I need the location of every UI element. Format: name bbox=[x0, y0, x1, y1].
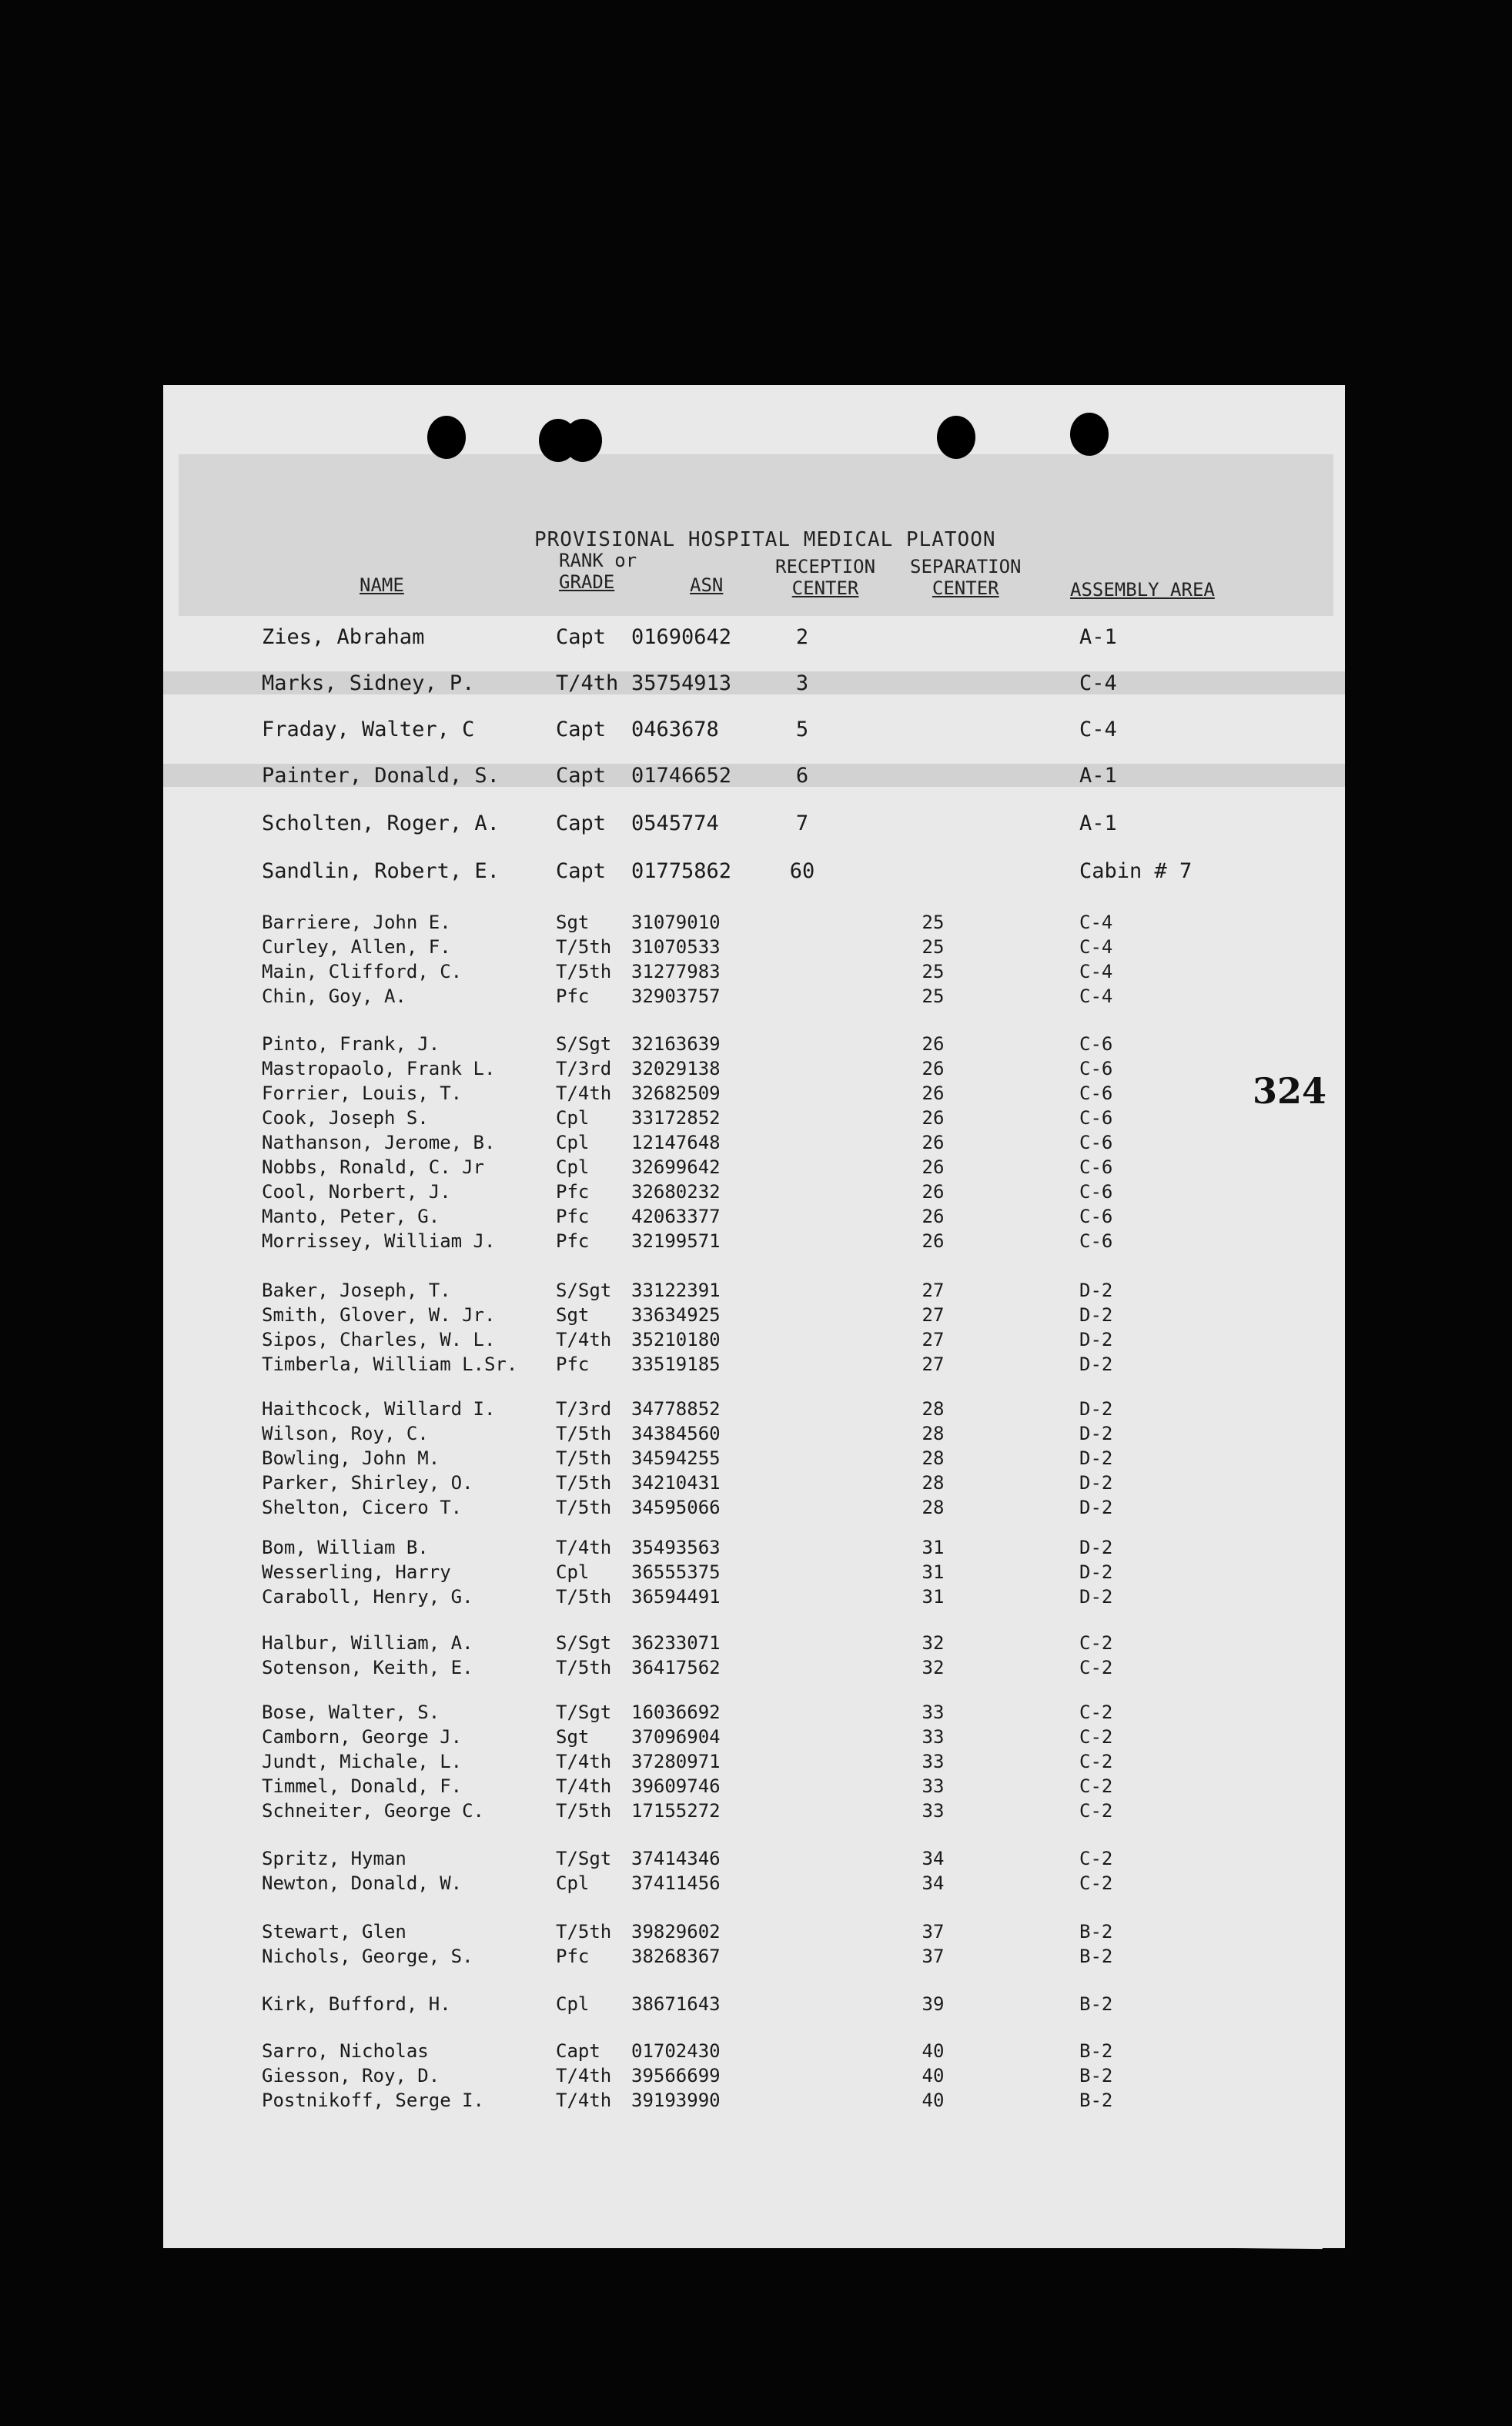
cell-separation-center: 40 bbox=[922, 2040, 945, 2062]
cell-asn: 38671643 bbox=[631, 1993, 721, 2015]
cell-rank: Cpl bbox=[556, 1561, 590, 1583]
cell-rank: T/Sgt bbox=[556, 1848, 612, 1869]
table-row bbox=[163, 1107, 1345, 1130]
cell-name: Kirk, Bufford, H. bbox=[262, 1993, 451, 2015]
cell-asn: 12147648 bbox=[631, 1132, 721, 1153]
table-row bbox=[163, 764, 1345, 787]
cell-separation-center: 39 bbox=[922, 1993, 945, 2015]
cell-rank: T/4th bbox=[556, 2065, 612, 2086]
cell-separation-center: 28 bbox=[922, 1398, 945, 1420]
cell-name: Spritz, Hyman bbox=[262, 1848, 406, 1869]
cell-separation-center: 26 bbox=[922, 1132, 945, 1153]
cell-name: Haithcock, Willard I. bbox=[262, 1398, 496, 1420]
cell-name: Bom, William B. bbox=[262, 1537, 429, 1558]
cell-rank: T/3rd bbox=[556, 1058, 612, 1079]
cell-reception-center: 7 bbox=[795, 811, 809, 835]
cell-name: Scholten, Roger, A. bbox=[262, 811, 500, 835]
cell-asn: 36555375 bbox=[631, 1561, 721, 1583]
cell-separation-center: 26 bbox=[922, 1107, 945, 1129]
cell-name: Timberla, William L.Sr. bbox=[262, 1354, 518, 1375]
cell-assembly-area: B-2 bbox=[1079, 1921, 1113, 1942]
cell-rank: T/5th bbox=[556, 1472, 612, 1494]
table-row bbox=[163, 985, 1345, 1009]
table-row bbox=[163, 2065, 1345, 2088]
cell-assembly-area: B-2 bbox=[1079, 2065, 1113, 2086]
cell-assembly-area: B-2 bbox=[1079, 2040, 1113, 2062]
header-rank: RANK or GRADE bbox=[559, 550, 637, 593]
table-row bbox=[163, 1848, 1345, 1871]
cell-name: Stewart, Glen bbox=[262, 1921, 406, 1942]
cell-rank: Pfc bbox=[556, 1181, 590, 1203]
cell-separation-center: 26 bbox=[922, 1082, 945, 1104]
cell-assembly-area: D-2 bbox=[1079, 1398, 1113, 1420]
header-separation: SEPARATION CENTER bbox=[910, 556, 1022, 599]
cell-asn: 31070533 bbox=[631, 936, 721, 958]
cell-asn: 39193990 bbox=[631, 2090, 721, 2111]
cell-rank: T/5th bbox=[556, 1800, 612, 1822]
cell-rank: Sgt bbox=[556, 1726, 590, 1748]
cell-assembly-area: C-6 bbox=[1079, 1132, 1113, 1153]
cell-asn: 33172852 bbox=[631, 1107, 721, 1129]
cell-asn: 35210180 bbox=[631, 1329, 721, 1350]
cell-assembly-area: C-4 bbox=[1079, 936, 1113, 958]
cell-separation-center: 25 bbox=[922, 961, 945, 982]
cell-asn: 32199571 bbox=[631, 1230, 721, 1252]
cell-rank: S/Sgt bbox=[556, 1033, 612, 1055]
cell-asn: 37414346 bbox=[631, 1848, 721, 1869]
cell-assembly-area: D-2 bbox=[1079, 1280, 1113, 1301]
table-row bbox=[163, 1702, 1345, 1725]
table-row bbox=[163, 1181, 1345, 1204]
cell-name: Marks, Sidney, P. bbox=[262, 671, 475, 695]
cell-assembly-area: D-2 bbox=[1079, 1497, 1113, 1518]
cell-name: Parker, Shirley, O. bbox=[262, 1472, 473, 1494]
cell-assembly-area: C-6 bbox=[1079, 1156, 1113, 1178]
cell-rank: T/4th bbox=[556, 2090, 612, 2111]
cell-separation-center: 28 bbox=[922, 1497, 945, 1518]
cell-separation-center: 26 bbox=[922, 1230, 945, 1252]
table-row bbox=[163, 718, 1345, 741]
cell-rank: Capt bbox=[556, 625, 607, 649]
cell-name: Mastropaolo, Frank L. bbox=[262, 1058, 496, 1079]
cell-name: Forrier, Louis, T. bbox=[262, 1082, 463, 1104]
table-row bbox=[163, 1304, 1345, 1327]
cell-name: Schneiter, George C. bbox=[262, 1800, 484, 1822]
cell-name: Halbur, William, A. bbox=[262, 1632, 473, 1654]
cell-asn: 01690642 bbox=[631, 625, 732, 649]
cell-asn: 0463678 bbox=[631, 718, 719, 741]
table-row bbox=[163, 859, 1345, 882]
cell-asn: 34210431 bbox=[631, 1472, 721, 1494]
cell-assembly-area: C-2 bbox=[1079, 1632, 1113, 1654]
cell-separation-center: 34 bbox=[922, 1848, 945, 1869]
cell-name: Bose, Walter, S. bbox=[262, 1702, 440, 1723]
cell-asn: 35754913 bbox=[631, 671, 732, 695]
cell-assembly-area: C-4 bbox=[1079, 961, 1113, 982]
page-number-stamp: 324 bbox=[1253, 1070, 1327, 1112]
cell-name: Painter, Donald, S. bbox=[262, 764, 500, 788]
punch-hole bbox=[564, 419, 602, 462]
cell-rank: T/5th bbox=[556, 961, 612, 982]
table-row bbox=[163, 1921, 1345, 1944]
cell-rank: Pfc bbox=[556, 985, 590, 1007]
cell-assembly-area: C-2 bbox=[1079, 1775, 1113, 1797]
cell-asn: 37096904 bbox=[631, 1726, 721, 1748]
cell-assembly-area: D-2 bbox=[1079, 1329, 1113, 1350]
cell-rank: Cpl bbox=[556, 1156, 590, 1178]
cell-asn: 33634925 bbox=[631, 1304, 721, 1326]
table-row bbox=[163, 1800, 1345, 1823]
header-assembly-area: ASSEMBLY AREA bbox=[1070, 579, 1215, 601]
cell-asn: 01775862 bbox=[631, 859, 732, 883]
cell-name: Jundt, Michale, L. bbox=[262, 1751, 463, 1772]
cell-separation-center: 26 bbox=[922, 1181, 945, 1203]
cell-rank: Pfc bbox=[556, 1206, 590, 1227]
cell-rank: Capt bbox=[556, 2040, 600, 2062]
cell-asn: 35493563 bbox=[631, 1537, 721, 1558]
cell-assembly-area: C-6 bbox=[1079, 1058, 1113, 1079]
cell-name: Camborn, George J. bbox=[262, 1726, 463, 1748]
table-row bbox=[163, 1354, 1345, 1377]
table-row bbox=[163, 912, 1345, 935]
table-row bbox=[163, 671, 1345, 694]
cell-rank: Sgt bbox=[556, 1304, 590, 1326]
table-row bbox=[163, 1472, 1345, 1495]
table-row bbox=[163, 1230, 1345, 1253]
cell-assembly-area: D-2 bbox=[1079, 1472, 1113, 1494]
cell-rank: T/4th bbox=[556, 1082, 612, 1104]
cell-rank: T/4th bbox=[556, 1775, 612, 1797]
cell-separation-center: 40 bbox=[922, 2090, 945, 2111]
cell-name: Manto, Peter, G. bbox=[262, 1206, 440, 1227]
cell-asn: 32680232 bbox=[631, 1181, 721, 1203]
cell-separation-center: 25 bbox=[922, 936, 945, 958]
cell-asn: 32163639 bbox=[631, 1033, 721, 1055]
cell-separation-center: 28 bbox=[922, 1447, 945, 1469]
cell-reception-center: 6 bbox=[795, 764, 809, 788]
table-row bbox=[163, 2040, 1345, 2063]
header-asn: ASN bbox=[690, 574, 724, 596]
cell-name: Morrissey, William J. bbox=[262, 1230, 496, 1252]
cell-assembly-area: D-2 bbox=[1079, 1447, 1113, 1469]
cell-assembly-area: B-2 bbox=[1079, 2090, 1113, 2111]
cell-reception-center: 3 bbox=[795, 671, 809, 695]
table-row bbox=[163, 1561, 1345, 1584]
cell-assembly-area: C-2 bbox=[1079, 1848, 1113, 1869]
cell-rank: Capt bbox=[556, 764, 607, 788]
cell-rank: Pfc bbox=[556, 1230, 590, 1252]
cell-rank: T/5th bbox=[556, 1447, 612, 1469]
table-row bbox=[163, 961, 1345, 984]
cell-asn: 34778852 bbox=[631, 1398, 721, 1420]
cell-name: Newton, Donald, W. bbox=[262, 1872, 463, 1894]
cell-name: Nobbs, Ronald, C. Jr bbox=[262, 1156, 484, 1178]
cell-name: Chin, Goy, A. bbox=[262, 985, 406, 1007]
cell-asn: 32903757 bbox=[631, 985, 721, 1007]
cell-assembly-area: D-2 bbox=[1079, 1423, 1113, 1444]
cell-separation-center: 25 bbox=[922, 985, 945, 1007]
cell-rank: T/5th bbox=[556, 1497, 612, 1518]
cell-separation-center: 33 bbox=[922, 1800, 945, 1822]
cell-asn: 34595066 bbox=[631, 1497, 721, 1518]
cell-name: Wilson, Roy, C. bbox=[262, 1423, 429, 1444]
cell-separation-center: 33 bbox=[922, 1702, 945, 1723]
cell-name: Sandlin, Robert, E. bbox=[262, 859, 500, 883]
cell-separation-center: 40 bbox=[922, 2065, 945, 2086]
cell-assembly-area: C-4 bbox=[1079, 718, 1117, 741]
cell-separation-center: 28 bbox=[922, 1472, 945, 1494]
cell-rank: T/3rd bbox=[556, 1398, 612, 1420]
table-row bbox=[163, 1657, 1345, 1680]
cell-separation-center: 31 bbox=[922, 1586, 945, 1608]
cell-name: Nichols, George, S. bbox=[262, 1946, 473, 1967]
table-row bbox=[163, 2090, 1345, 2113]
cell-assembly-area: C-6 bbox=[1079, 1230, 1113, 1252]
cell-rank: Capt bbox=[556, 859, 607, 883]
cell-rank: S/Sgt bbox=[556, 1632, 612, 1654]
cell-asn: 31277983 bbox=[631, 961, 721, 982]
cell-rank: Cpl bbox=[556, 1132, 590, 1153]
cell-assembly-area: D-2 bbox=[1079, 1354, 1113, 1375]
table-row bbox=[163, 1537, 1345, 1560]
cell-asn: 01702430 bbox=[631, 2040, 721, 2062]
cell-assembly-area: C-6 bbox=[1079, 1082, 1113, 1104]
cell-separation-center: 33 bbox=[922, 1775, 945, 1797]
header-reception: RECEPTION CENTER bbox=[775, 556, 876, 599]
cell-asn: 36417562 bbox=[631, 1657, 721, 1678]
cell-separation-center: 26 bbox=[922, 1058, 945, 1079]
cell-assembly-area: Cabin # 7 bbox=[1079, 859, 1193, 883]
cell-rank: Capt bbox=[556, 811, 607, 835]
cell-asn: 32029138 bbox=[631, 1058, 721, 1079]
document-title: PROVISIONAL HOSPITAL MEDICAL PLATOON bbox=[534, 528, 996, 551]
cell-separation-center: 31 bbox=[922, 1537, 945, 1558]
cell-separation-center: 28 bbox=[922, 1423, 945, 1444]
cell-separation-center: 26 bbox=[922, 1033, 945, 1055]
cell-name: Fraday, Walter, C bbox=[262, 718, 475, 741]
cell-rank: T/5th bbox=[556, 1586, 612, 1608]
cell-name: Curley, Allen, F. bbox=[262, 936, 451, 958]
document-page bbox=[163, 385, 1345, 2248]
cell-separation-center: 26 bbox=[922, 1206, 945, 1227]
table-row bbox=[163, 1872, 1345, 1896]
table-row bbox=[163, 1447, 1345, 1471]
cell-separation-center: 32 bbox=[922, 1657, 945, 1678]
cell-asn: 31079010 bbox=[631, 912, 721, 933]
cell-name: Nathanson, Jerome, B. bbox=[262, 1132, 496, 1153]
cell-asn: 34594255 bbox=[631, 1447, 721, 1469]
table-row bbox=[163, 1775, 1345, 1799]
cell-asn: 37411456 bbox=[631, 1872, 721, 1894]
cell-name: Sotenson, Keith, E. bbox=[262, 1657, 473, 1678]
table-row bbox=[163, 1329, 1345, 1352]
table-row bbox=[163, 1751, 1345, 1774]
cell-rank: T/5th bbox=[556, 1657, 612, 1678]
cell-separation-center: 37 bbox=[922, 1921, 945, 1942]
table-row bbox=[163, 1058, 1345, 1081]
cell-assembly-area: C-6 bbox=[1079, 1107, 1113, 1129]
cell-rank: Cpl bbox=[556, 1107, 590, 1129]
cell-name: Smith, Glover, W. Jr. bbox=[262, 1304, 496, 1326]
punch-hole bbox=[937, 416, 975, 459]
cell-name: Cook, Joseph S. bbox=[262, 1107, 429, 1129]
cell-asn: 33519185 bbox=[631, 1354, 721, 1375]
cell-rank: Pfc bbox=[556, 1946, 590, 1967]
cell-asn: 01746652 bbox=[631, 764, 732, 788]
cell-assembly-area: C-4 bbox=[1079, 912, 1113, 933]
cell-separation-center: 27 bbox=[922, 1280, 945, 1301]
cell-name: Zies, Abraham bbox=[262, 625, 425, 649]
cell-rank: T/5th bbox=[556, 1423, 612, 1444]
cell-rank: T/4th bbox=[556, 1751, 612, 1772]
cell-rank: Sgt bbox=[556, 912, 590, 933]
cell-asn: 39566699 bbox=[631, 2065, 721, 2086]
cell-rank: T/4th bbox=[556, 1329, 612, 1350]
cell-name: Bowling, John M. bbox=[262, 1447, 440, 1469]
cell-asn: 34384560 bbox=[631, 1423, 721, 1444]
cell-asn: 39609746 bbox=[631, 1775, 721, 1797]
table-row bbox=[163, 1946, 1345, 1969]
table-row bbox=[163, 1398, 1345, 1421]
cell-assembly-area: C-4 bbox=[1079, 671, 1117, 695]
cell-asn: 32699642 bbox=[631, 1156, 721, 1178]
table-row bbox=[163, 1132, 1345, 1155]
cell-assembly-area: C-2 bbox=[1079, 1657, 1113, 1678]
cell-name: Barriere, John E. bbox=[262, 912, 451, 933]
table-row bbox=[163, 1033, 1345, 1056]
cell-assembly-area: A-1 bbox=[1079, 625, 1117, 649]
cell-assembly-area: D-2 bbox=[1079, 1561, 1113, 1583]
cell-assembly-area: C-2 bbox=[1079, 1800, 1113, 1822]
cell-rank: Cpl bbox=[556, 1872, 590, 1894]
table-row bbox=[163, 1726, 1345, 1749]
cell-assembly-area: C-2 bbox=[1079, 1872, 1113, 1894]
cell-rank: S/Sgt bbox=[556, 1280, 612, 1301]
cell-separation-center: 37 bbox=[922, 1946, 945, 1967]
cell-name: Cool, Norbert, J. bbox=[262, 1181, 451, 1203]
cell-asn: 39829602 bbox=[631, 1921, 721, 1942]
cell-name: Sarro, Nicholas bbox=[262, 2040, 429, 2062]
cell-asn: 36594491 bbox=[631, 1586, 721, 1608]
cell-rank: T/4th bbox=[556, 671, 619, 695]
cell-separation-center: 27 bbox=[922, 1354, 945, 1375]
table-row bbox=[163, 811, 1345, 835]
cell-separation-center: 27 bbox=[922, 1304, 945, 1326]
cell-rank: T/4th bbox=[556, 1537, 612, 1558]
cell-rank: Cpl bbox=[556, 1993, 590, 2015]
cell-separation-center: 27 bbox=[922, 1329, 945, 1350]
cell-assembly-area: C-2 bbox=[1079, 1726, 1113, 1748]
cell-asn: 32682509 bbox=[631, 1082, 721, 1104]
punch-hole bbox=[1070, 413, 1109, 456]
cell-name: Caraboll, Henry, G. bbox=[262, 1586, 473, 1608]
cell-separation-center: 33 bbox=[922, 1751, 945, 1772]
cell-name: Main, Clifford, C. bbox=[262, 961, 463, 982]
cell-assembly-area: C-2 bbox=[1079, 1751, 1113, 1772]
table-row bbox=[163, 936, 1345, 959]
cell-name: Shelton, Cicero T. bbox=[262, 1497, 463, 1518]
cell-name: Sipos, Charles, W. L. bbox=[262, 1329, 496, 1350]
cell-reception-center: 60 bbox=[789, 859, 815, 883]
cell-assembly-area: B-2 bbox=[1079, 1993, 1113, 2015]
cell-assembly-area: B-2 bbox=[1079, 1946, 1113, 1967]
cell-assembly-area: D-2 bbox=[1079, 1586, 1113, 1608]
cell-reception-center: 2 bbox=[795, 625, 809, 649]
cell-assembly-area: A-1 bbox=[1079, 811, 1117, 835]
cell-assembly-area: D-2 bbox=[1079, 1304, 1113, 1326]
header-name: NAME bbox=[360, 574, 404, 596]
cell-name: Pinto, Frank, J. bbox=[262, 1033, 440, 1055]
cell-name: Baker, Joseph, T. bbox=[262, 1280, 451, 1301]
cell-rank: Pfc bbox=[556, 1354, 590, 1375]
cell-assembly-area: C-2 bbox=[1079, 1702, 1113, 1723]
cell-name: Wesserling, Harry bbox=[262, 1561, 451, 1583]
cell-rank: T/5th bbox=[556, 936, 612, 958]
cell-separation-center: 31 bbox=[922, 1561, 945, 1583]
cell-asn: 42063377 bbox=[631, 1206, 721, 1227]
table-row bbox=[163, 1082, 1345, 1106]
cell-separation-center: 26 bbox=[922, 1156, 945, 1178]
cell-separation-center: 32 bbox=[922, 1632, 945, 1654]
cell-asn: 36233071 bbox=[631, 1632, 721, 1654]
punch-hole bbox=[427, 416, 466, 459]
cell-reception-center: 5 bbox=[795, 718, 809, 741]
cell-separation-center: 34 bbox=[922, 1872, 945, 1894]
cell-asn: 37280971 bbox=[631, 1751, 721, 1772]
cell-separation-center: 33 bbox=[922, 1726, 945, 1748]
cell-assembly-area: C-6 bbox=[1079, 1033, 1113, 1055]
cell-asn: 16036692 bbox=[631, 1702, 721, 1723]
cell-asn: 17155272 bbox=[631, 1800, 721, 1822]
cell-separation-center: 25 bbox=[922, 912, 945, 933]
table-row bbox=[163, 1586, 1345, 1609]
cell-rank: T/5th bbox=[556, 1921, 612, 1942]
table-row bbox=[163, 1497, 1345, 1520]
cell-assembly-area: A-1 bbox=[1079, 764, 1117, 788]
cell-assembly-area: D-2 bbox=[1079, 1537, 1113, 1558]
table-row bbox=[163, 1206, 1345, 1229]
table-row bbox=[163, 1423, 1345, 1446]
cell-asn: 0545774 bbox=[631, 811, 719, 835]
cell-name: Postnikoff, Serge I. bbox=[262, 2090, 484, 2111]
cell-asn: 38268367 bbox=[631, 1946, 721, 1967]
table-row bbox=[163, 625, 1345, 648]
cell-assembly-area: C-4 bbox=[1079, 985, 1113, 1007]
cell-rank: T/Sgt bbox=[556, 1702, 612, 1723]
cell-assembly-area: C-6 bbox=[1079, 1181, 1113, 1203]
cell-asn: 33122391 bbox=[631, 1280, 721, 1301]
table-row bbox=[163, 1280, 1345, 1303]
cell-name: Timmel, Donald, F. bbox=[262, 1775, 463, 1797]
table-row bbox=[163, 1632, 1345, 1655]
cell-assembly-area: C-6 bbox=[1079, 1206, 1113, 1227]
table-row bbox=[163, 1156, 1345, 1180]
table-row bbox=[163, 1993, 1345, 2016]
cell-name: Giesson, Roy, D. bbox=[262, 2065, 440, 2086]
cell-rank: Capt bbox=[556, 718, 607, 741]
